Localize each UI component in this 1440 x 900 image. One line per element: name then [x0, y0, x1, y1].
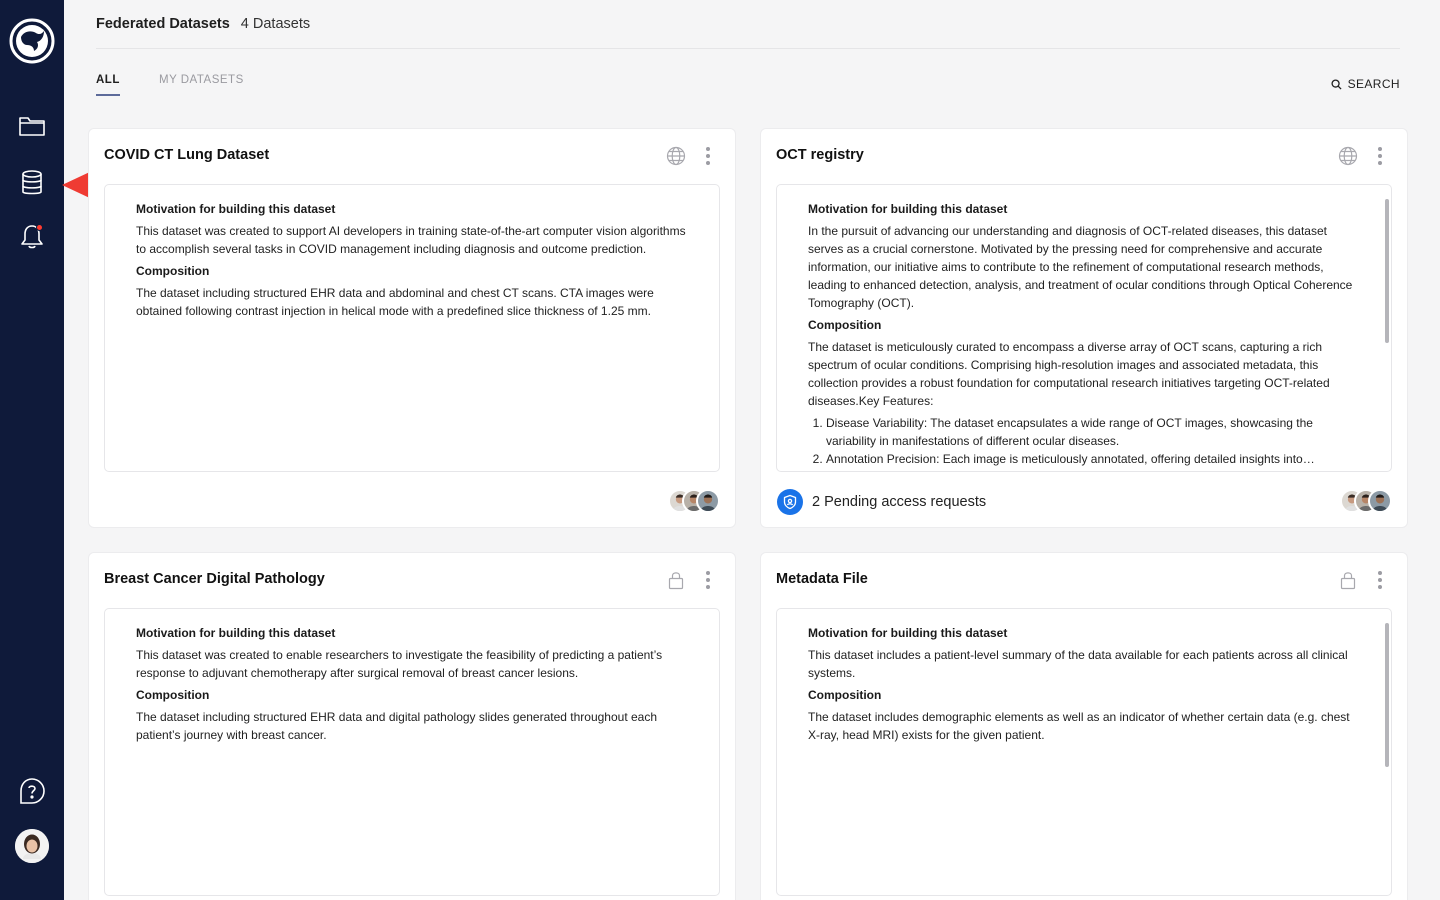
- motivation-text: This dataset was created to support AI developers in training state-of-the-art computer vision algorithms to accomplish several tasks in COVID management including diagnosis and outcome prediction.: [136, 224, 686, 256]
- card-menu-button[interactable]: [1375, 145, 1385, 167]
- composition-heading: Composition: [808, 318, 882, 332]
- dataset-card[interactable]: [760, 128, 1408, 528]
- database-icon: [20, 169, 44, 197]
- contributor-avatars[interactable]: [668, 489, 720, 513]
- dataset-card[interactable]: [88, 552, 736, 900]
- dataset-title[interactable]: Metadata File: [776, 571, 868, 587]
- composition-text: The dataset including structured EHR data and digital pathology slides generated throughout each patient’s journey with breast cancer.: [136, 710, 658, 742]
- dataset-card[interactable]: [88, 128, 736, 528]
- notification-badge: [36, 224, 43, 231]
- motivation-heading: Motivation for building this dataset: [808, 626, 1008, 640]
- dataset-description: [776, 608, 1392, 896]
- page-title: Federated Datasets: [96, 16, 230, 32]
- search-button[interactable]: [1331, 77, 1400, 91]
- list-item: 2. Annotation Precision: Each image is meticulously annotated, offering detailed insights into…: [826, 450, 1360, 468]
- card-menu-button[interactable]: [703, 145, 713, 167]
- avatar: [1368, 489, 1392, 513]
- motivation-text: This dataset was created to enable researchers to investigate the feasibility of predicting a patient’s response to adjuvant chemotherapy after surgical removal of breast cancer lesions.: [136, 648, 663, 680]
- page-header: [96, 0, 1400, 49]
- dataset-card[interactable]: [760, 552, 1408, 900]
- folder-icon: [18, 114, 46, 138]
- dataset-description: [776, 184, 1392, 472]
- pending-label: 2 Pending access requests: [812, 494, 987, 510]
- globe-icon: [1338, 146, 1358, 166]
- composition-heading: Composition: [136, 688, 210, 702]
- globe-icon: [666, 146, 686, 166]
- card-menu-button[interactable]: [1375, 569, 1385, 591]
- dataset-title[interactable]: OCT registry: [776, 147, 864, 163]
- composition-text: The dataset is meticulously curated to encompass a diverse array of OCT scans, capturing a rich spectrum of ocular conditions. Comprising high-resolution images and associated metadata, this collection provides a robust foundation for computational research initiatives targeting OCT-related diseases.Key Features:: [808, 340, 1330, 408]
- lock-icon: [666, 570, 686, 590]
- tab-my-datasets[interactable]: MY DATASETS: [159, 74, 244, 86]
- tab-all[interactable]: ALL: [96, 74, 120, 86]
- card-menu-button[interactable]: [703, 569, 713, 591]
- user-avatar[interactable]: [15, 829, 49, 863]
- dataset-description: [104, 608, 720, 896]
- lock-icon: [1338, 570, 1358, 590]
- search-label: SEARCH: [1347, 77, 1400, 91]
- motivation-heading: Motivation for building this dataset: [808, 202, 1008, 216]
- shield-icon: [777, 489, 803, 515]
- help-button[interactable]: [16, 775, 48, 807]
- dataset-title[interactable]: Breast Cancer Digital Pathology: [104, 571, 325, 587]
- sidebar: [0, 0, 64, 900]
- sidebar-item-datasets[interactable]: [16, 167, 48, 199]
- motivation-heading: Motivation for building this dataset: [136, 626, 336, 640]
- dataset-title[interactable]: COVID CT Lung Dataset: [104, 147, 270, 163]
- search-icon: [1331, 79, 1342, 90]
- app-logo-icon[interactable]: [9, 18, 55, 64]
- sidebar-item-projects[interactable]: [16, 110, 48, 142]
- sidebar-item-notifications[interactable]: [16, 221, 48, 253]
- key-features-list: [808, 414, 1360, 468]
- list-item: 1. Disease Variability: The dataset encapsulates a wide range of OCT images, showcasing the variability in manifestations of different ocular diseases.: [826, 414, 1360, 450]
- dataset-count: 4 Datasets: [240, 16, 311, 32]
- avatar: [696, 489, 720, 513]
- composition-heading: Composition: [808, 688, 882, 702]
- composition-text: The dataset including structured EHR data and abdominal and chest CT scans. CTA images were obtained following contrast injection in helical mode with a predefined slice thickness of 1.25 mm.: [136, 286, 654, 318]
- scrollbar[interactable]: [1385, 623, 1389, 767]
- motivation-text: This dataset includes a patient-level summary of the data available for each patients across all clinical systems.: [808, 648, 1348, 680]
- contributor-avatars[interactable]: [1340, 489, 1392, 513]
- motivation-heading: Motivation for building this dataset: [136, 202, 336, 216]
- composition-heading: Composition: [136, 264, 210, 278]
- help-circle-icon: [18, 777, 46, 805]
- pending-access-requests[interactable]: [777, 489, 986, 515]
- scrollbar[interactable]: [1385, 199, 1389, 343]
- motivation-text: In the pursuit of advancing our understanding and diagnosis of OCT-related diseases, this dataset serves as a crucial cornerstone. Motivated by the pressing need for comprehensive and accurate information, our initiative aims to contribute to the refinement of computational research methods, leading to enhanced detection, analysis, and treatment of ocular conditions through Optical Coherence Tomography (OCT).: [808, 224, 1353, 310]
- composition-text: The dataset includes demographic elements as well as an indicator of whether certain data (e.g. chest X-ray, head MRI) exists for the given patient.: [808, 710, 1350, 742]
- dataset-description: [104, 184, 720, 472]
